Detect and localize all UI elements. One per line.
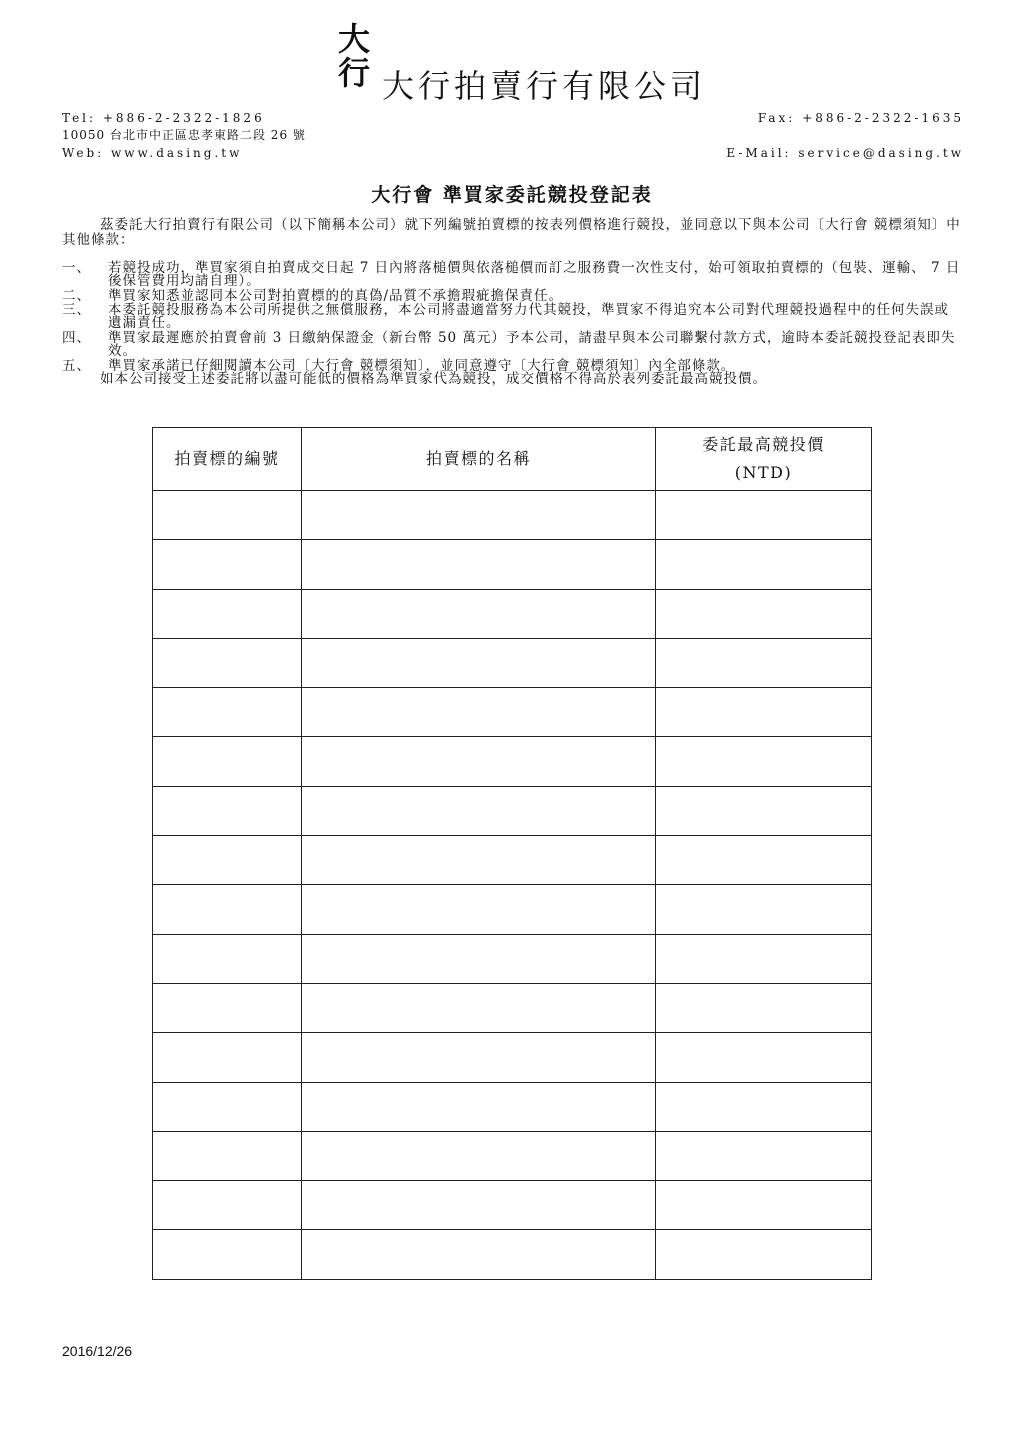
lot-name-cell[interactable] <box>302 1082 656 1131</box>
lot-name-cell[interactable] <box>302 638 656 687</box>
max-bid-cell[interactable] <box>656 737 872 786</box>
tel: Tel: +886-2-2322-1826 <box>62 111 265 125</box>
web: Web: www.dasing.tw <box>62 146 243 160</box>
max-bid-cell[interactable] <box>656 1033 872 1082</box>
table-row <box>153 1181 872 1230</box>
lot-name-cell[interactable] <box>302 983 656 1032</box>
term-text: 若競投成功，準買家須自拍賣成交日起 7 日內將落槌價與依落槌價而訂之服務費一次性支付，始可領取拍賣標的（包裝、運輸、 7 日後保管費用均請自理）。 <box>108 260 961 289</box>
lot-number-cell[interactable] <box>153 836 302 885</box>
lot-name-cell[interactable] <box>302 934 656 983</box>
max-bid-cell[interactable] <box>656 934 872 983</box>
lot-number-cell[interactable] <box>153 688 302 737</box>
header-lot-name: 拍賣標的名稱 <box>302 428 656 491</box>
lot-name-cell[interactable] <box>302 491 656 540</box>
footer-date: 2016/12/26 <box>62 1343 133 1359</box>
table-row <box>153 688 872 737</box>
lot-number-cell[interactable] <box>153 934 302 983</box>
lot-name-cell[interactable] <box>302 1033 656 1082</box>
lot-number-cell[interactable] <box>153 1033 302 1082</box>
table-header-row <box>153 428 872 491</box>
lot-name-cell[interactable] <box>302 836 656 885</box>
lot-name-cell[interactable] <box>302 885 656 934</box>
max-bid-cell[interactable] <box>656 1181 872 1230</box>
lot-number-cell[interactable] <box>153 1131 302 1180</box>
max-bid-cell[interactable] <box>656 638 872 687</box>
lot-number-cell[interactable] <box>153 737 302 786</box>
lot-number-cell[interactable] <box>153 589 302 638</box>
max-bid-cell[interactable] <box>656 540 872 589</box>
lot-name-cell[interactable] <box>302 1230 656 1279</box>
term-number: 一、 <box>62 260 91 276</box>
header-max-bid-label: 委託最高競投價 <box>702 435 825 454</box>
max-bid-cell[interactable] <box>656 589 872 638</box>
max-bid-cell[interactable] <box>656 885 872 934</box>
lot-name-cell[interactable] <box>302 688 656 737</box>
lot-number-cell[interactable] <box>153 983 302 1032</box>
lot-name-cell[interactable] <box>302 1181 656 1230</box>
term-text: 準買家知悉並認同本公司對拍賣標的的真偽/品質不承擔瑕疵擔保責任。 <box>108 288 564 304</box>
terms-list <box>62 262 962 375</box>
header-currency: (NTD) <box>734 463 793 482</box>
term-item <box>62 290 962 302</box>
term-number: 四、 <box>62 330 91 346</box>
max-bid-cell[interactable] <box>656 1131 872 1180</box>
bid-table <box>152 427 872 1280</box>
term-text: 準買家最遲應於拍賣會前 3 日繳納保證金（新台幣 50 萬元）予本公司，請盡早與本公司聯繫付款方式，逾時本委託競投登記表即失效。 <box>108 330 956 359</box>
term-item <box>62 262 962 288</box>
document-title: 大行會 準買家委託競投登記表 <box>371 184 653 206</box>
lot-number-cell[interactable] <box>153 638 302 687</box>
address: 10050 台北市中正區忠孝東路二段 26 號 <box>62 128 306 142</box>
term-text: 準買家承諾已仔細閱讀本公司〔大行會 競標須知〕，並同意遵守〔大行會 競標須知〕內全部條款。 <box>108 358 736 374</box>
lot-name-cell[interactable] <box>302 786 656 835</box>
table-row <box>153 1033 872 1082</box>
lot-number-cell[interactable] <box>153 1230 302 1279</box>
lot-number-cell[interactable] <box>153 491 302 540</box>
table-row <box>153 737 872 786</box>
table-row <box>153 1230 872 1279</box>
lot-number-cell[interactable] <box>153 540 302 589</box>
fax: Fax: +886-2-2322-1635 <box>757 111 964 125</box>
lot-name-cell[interactable] <box>302 737 656 786</box>
lot-number-cell[interactable] <box>153 786 302 835</box>
header-max-bid <box>656 428 872 491</box>
max-bid-cell[interactable] <box>656 786 872 835</box>
header-lot-number: 拍賣標的編號 <box>153 428 302 491</box>
logo-text: 大行 <box>338 20 371 92</box>
max-bid-cell[interactable] <box>656 836 872 885</box>
table-row <box>153 540 872 589</box>
term-number: 三、 <box>62 302 91 318</box>
company-name: 大行拍賣行有限公司 <box>382 67 707 105</box>
table-row <box>153 491 872 540</box>
intro-text: 茲委託大行拍賣行有限公司（以下簡稱本公司）就下列編號拍賣標的按表列價格進行競投，並同意以下與本公司〔大行會 競標須知〕中其他條款： <box>62 217 961 248</box>
lot-number-cell[interactable] <box>153 1082 302 1131</box>
intro-paragraph <box>62 218 962 248</box>
email: E-Mail: service@dasing.tw <box>726 146 964 160</box>
table-row <box>153 638 872 687</box>
max-bid-cell[interactable] <box>656 983 872 1032</box>
max-bid-cell[interactable] <box>656 491 872 540</box>
max-bid-cell[interactable] <box>656 1230 872 1279</box>
term-text: 本委託競投服務為本公司所提供之無償服務，本公司將盡適當努力代其競投，準買家不得追究本公司對代理競投過程中的任何失誤或遺漏責任。 <box>108 302 949 331</box>
lot-name-cell[interactable] <box>302 589 656 638</box>
max-bid-cell[interactable] <box>656 688 872 737</box>
term-number: 五、 <box>62 358 91 374</box>
table-row <box>153 983 872 1032</box>
max-bid-cell[interactable] <box>656 1082 872 1131</box>
table-row <box>153 836 872 885</box>
table-row <box>153 786 872 835</box>
term-number: 二、 <box>62 288 91 304</box>
table-row <box>153 1082 872 1131</box>
term-item <box>62 304 962 330</box>
table-row <box>153 934 872 983</box>
company-logo <box>338 22 380 90</box>
lot-name-cell[interactable] <box>302 1131 656 1180</box>
table-row <box>153 1131 872 1180</box>
table-row <box>153 885 872 934</box>
lot-name-cell[interactable] <box>302 540 656 589</box>
term-item <box>62 332 962 358</box>
lot-number-cell[interactable] <box>153 1181 302 1230</box>
closing-statement: 如本公司接受上述委託將以盡可能低的價格為準買家代為競投，成交價格不得高於表列委託最高競投價。 <box>100 371 767 387</box>
table-row <box>153 589 872 638</box>
lot-number-cell[interactable] <box>153 885 302 934</box>
